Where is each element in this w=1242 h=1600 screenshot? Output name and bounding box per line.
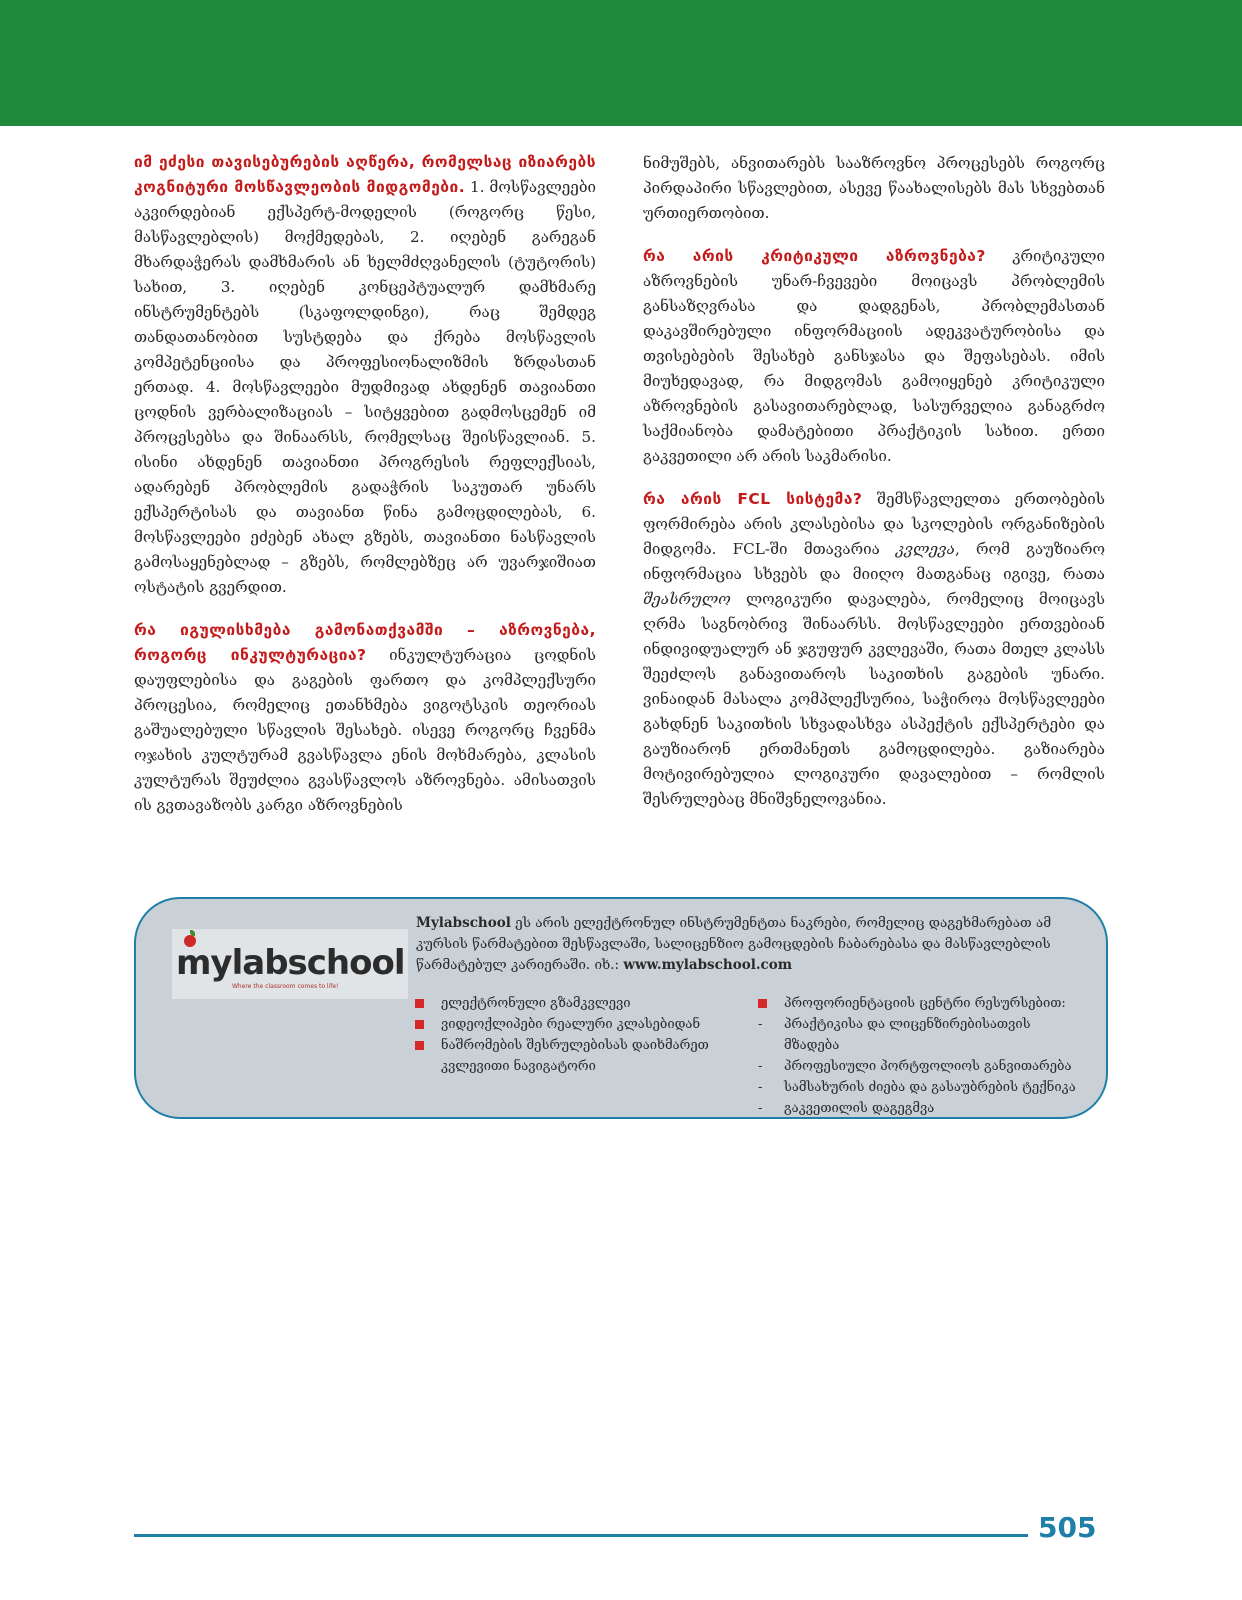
- section-body: კრიტიკული აზროვნების უნარ-ჩვევები მოიცავს პრობლემის განსაზღვრასა და დადგენას, პრობლემასთან დაკავშირებული ინფორმაციის ადეკვატურობისა და თვისებების შესახებ განსჯასა და შეფასებას. იმის მიუხედავად, რა მიდგომას გამოიყენებ კრიტიკული აზროვნების გასავითარებლად, სასურველია განაგრძო საქმიანობა დამატებითი პრაქტიკის სახით. ერთი გაკვეთილი არ არის საკმარისი.: [643, 247, 1105, 465]
- website-link[interactable]: www.mylabschool.com: [623, 957, 793, 973]
- section-body: ინკულტურაცია ცოდნის დაუფლებისა და გაგების ფართო და კომპლექსური პროცესია, რომელიც ეთანხმება ვიგოტსკის თეორიას გაშუალებული სწავლის შესახებ. ისევე როგორც ჩვენმა ოჯახის კულტურამ გვასწავლა ენის მოხმარება, კლასის კულტურას შეუძლია გვასწავლოს აზროვნება. ამისათვის ის გვთავაზობს კარგი აზროვნების: [134, 646, 597, 814]
- paragraph-continuation: [643, 151, 1105, 226]
- section-body: ნიმუშებს, ანვითარებს სააზროვნო პროცესებს როგორც პირდაპირი სწავლებით, ასევე წაახალისებს მას სხვებთან ურთიერთობით.: [643, 154, 1105, 222]
- logo-wordmark: mylabschool: [176, 943, 405, 983]
- list-heading: პროფორიენტაციის ცენტრი რესურსებით:: [756, 993, 1076, 1014]
- section-body: 1. მოსწავლეები აკვირდებიან ექსპერტ-მოდელის (როგორც წესი, მასწავლებლის) მოქმედებას, 2. იღებენ გარეგან მხარდაჭერას დამხმარის ან ხელმძღვანელის (ტუტორის) სახით, 3. იღებენ კონცეპტუალურ დამხმარე ინსტრუმენტებს (სკაფოლდინგი), რაც შემდეგ თანდათანობით სუსტდება და ქრება მოსწავლის კომპეტენციისა და პროფესიონალიზმის ზრდასთან ერთად. 4. მოსწავლეები მუდმივად ახდენენ თავიანთი ცოდნის ვერბალიზაციას – სიტყვებით გადმოსცემენ იმ პროცესებსა და შინაარსს, რომელსაც შეისწავლიან. 5. ისინი ახდენენ თავიანთი პროგრესის რეფლექსიას, ადარებენ პრობლემის გადაჭრის საკუთარ უნარს ექსპერტისას და თავიანთ წინა გამოცდილებას, 6. მოსწავლეები ეძებენ ახალ გზებს, თავიანთი ნასწავლის გამოსაყენებლად – გზებს, რომლებზეც არ უვარჯიშიათ ოსტატის გვერდით.: [134, 178, 596, 596]
- list-item: - პროფესიული პორტფოლიოს განვითარება: [756, 1056, 1076, 1077]
- section-body: ლოგიკური დავალება, რომელიც მოიცავს ღრმა საგნობრივ შინაარსს. მოსწავლეები ერთვებიან ინდივიდუალურ ან ჯგუფურ კვლევაში, რათა მთელ კლასს შეეძლოს განავითაროს საკითხის გაგების უნარი. ვინაიდან მასალა კომპლექსურია, საჭიროა მოსწავლეები გახდნენ საკითხის სხვადასხვა ასპექტის ექსპერტები და გაუზიარონ ერთმანეთს გამოცდილება. გაზიარება მოტივირებულია ლოგიკური დავალებით – რომლის შესრულებაც მნიშვნელოვანია.: [643, 590, 1105, 808]
- paragraph-enculturation: [134, 618, 596, 818]
- section-body: , რომ გაუზიარო ინფორმაცია სხვებს და მიიღო მათგანაც იგივე, რათა: [643, 540, 1105, 583]
- feature-list: [413, 993, 733, 1077]
- paragraph-cognitive-apprenticeship: [134, 150, 596, 600]
- section-body: შემსწავლელთა ერთობების ფორმირება არის კლასებისა და სკოლების ორგანიზების მიდგომა. FCL-ში მთავარია: [643, 490, 1105, 558]
- brand-name: Mylabschool: [416, 915, 511, 931]
- emphasis-text: კვლევა: [895, 540, 955, 558]
- footer-rule: [134, 1534, 1028, 1537]
- paragraph-critical-thinking: [643, 244, 1105, 469]
- career-center-list: [756, 993, 1076, 1119]
- section-heading: რა არის FCL სისტემა?: [643, 490, 863, 508]
- callout-intro: [416, 913, 1086, 976]
- list-item: ნაშრომების შესრულებისას დაიხმარეთ კვლევითი ნავიგატორი: [413, 1035, 733, 1077]
- emphasis-text: შეასრულო: [643, 590, 731, 608]
- top-color-band: [0, 0, 1242, 126]
- left-column: [134, 150, 596, 836]
- paragraph-fcl: [643, 487, 1105, 812]
- logo-tagline: Where the classroom comes to life!: [232, 983, 339, 990]
- intro-text: ეს არის ელექტრონულ ინსტრუმენტთა ნაკრები, რომელიც დაგეხმარებათ ამ კურსის წარმატებით შესწავლაში, სალიცენზიო გამოცდების ჩაბარებასა და მასწავლებლის წარმატებულ კარიერაში. იხ.:: [416, 915, 1052, 973]
- list-item: - სამსახურის ძიება და გასაუბრების ტექნიკა: [756, 1077, 1076, 1098]
- page-number: 505: [1038, 1511, 1097, 1544]
- list-item: ელექტრონული გზამკვლევი: [413, 993, 733, 1014]
- section-heading: რა იგულისხმება გამონათქვამში – აზროვნება, როგორც ინკულტურაცია?: [134, 621, 596, 664]
- section-heading: იმ ეძესი თავისებურების აღწერა, რომელსაც იზიარებს კოგნიტური მოსწავლეობის მიდგომები.: [134, 153, 596, 196]
- list-item: ვიდეოქლიპები რეალური კლასებიდან: [413, 1014, 733, 1035]
- list-item: - გაკვეთილის დაგეგმვა: [756, 1098, 1076, 1119]
- section-heading: რა არის კრიტიკული აზროვნება?: [643, 247, 986, 265]
- right-column: [643, 151, 1105, 830]
- mylabschool-logo: [172, 929, 408, 999]
- mylabschool-callout-box: [134, 897, 1108, 1119]
- list-item: - პრაქტიკისა და ლიცენზირებისათვის მზადება: [756, 1014, 1076, 1056]
